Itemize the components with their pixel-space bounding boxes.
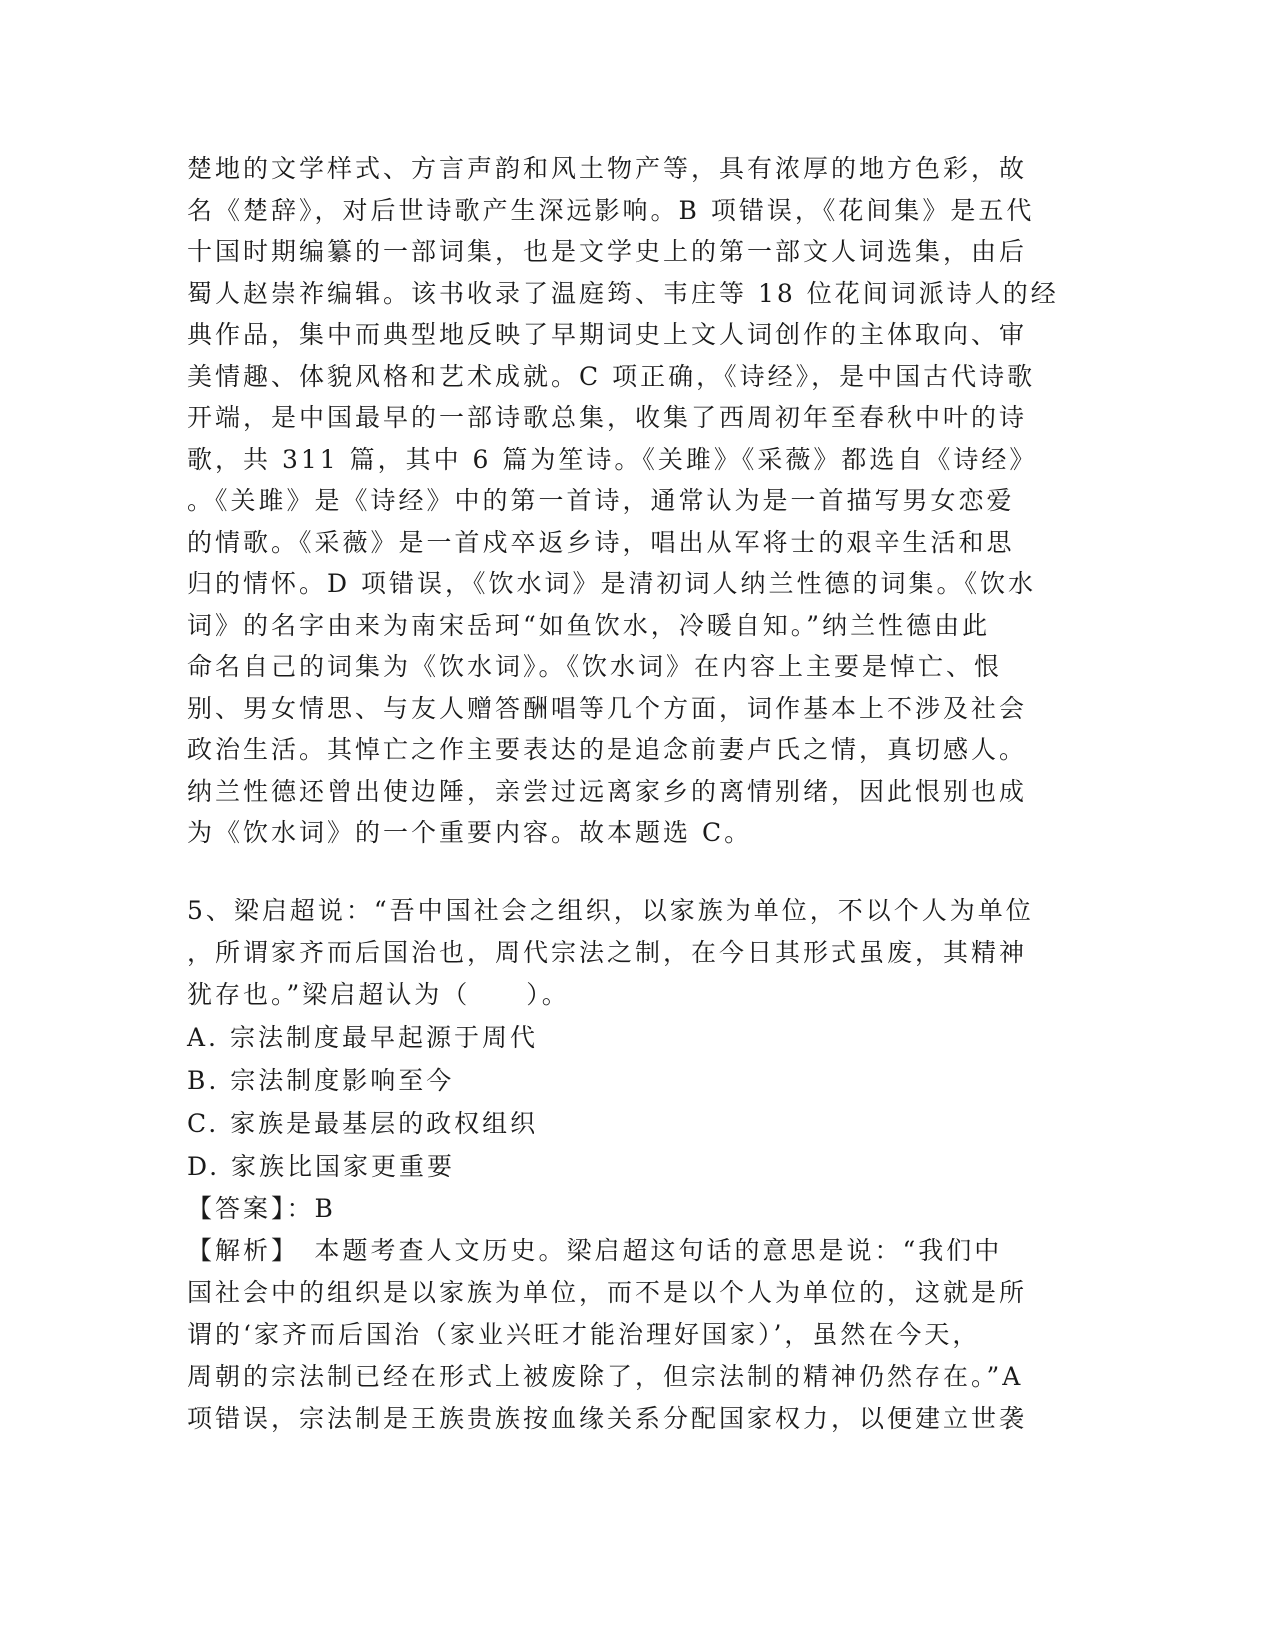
paragraph-line: 典作品，集中而典型地反映了早期词史上文人词创作的主体取向、审 (187, 320, 1028, 349)
paragraph-line: 开端，是中国最早的一部诗歌总集，收集了西周初年至春秋中叶的诗 (187, 403, 1028, 432)
option-d: D. 家族比国家更重要 (187, 1152, 456, 1181)
option-b: B. 宗法制度影响至今 (187, 1066, 455, 1095)
analysis-line: 【解析】 本题考查人文历史。梁启超这句话的意思是说：“我们中 (187, 1236, 1003, 1265)
paragraph-line: 名《楚辞》，对后世诗歌产生深远影响。B 项错误，《花间集》是五代 (187, 195, 1035, 225)
analysis (187, 1230, 1087, 1440)
paragraph-line: 美情趣、体貌风格和艺术成就。C 项正确，《诗经》，是中国古代诗歌 (187, 361, 1036, 391)
answer-line: 【答案】：B (187, 1194, 336, 1223)
previous-question-explanation (187, 148, 1087, 854)
paragraph-line: 别、男女情思、与友人赠答酬唱等几个方面，词作基本上不涉及社会 (187, 693, 1028, 723)
analysis-line: 周朝的宗法制已经在形式上被废除了，但宗法制的精神仍然存在。”A (187, 1362, 1024, 1391)
paragraph-line: 蜀人赵崇祚编辑。该书收录了温庭筠、韦庄等 18 位花间词派诗人的经 (187, 278, 1059, 308)
analysis-line: 谓的‘家齐而后国治（家业兴旺才能治理好国家）’，虽然在今天， (187, 1320, 981, 1349)
paragraph-line: 楚地的文学样式、方言声韵和风土物产等，具有浓厚的地方色彩，故 (187, 154, 1028, 183)
paragraph-line: 政治生活。其悼亡之作主要表达的是追念前妻卢氏之情，真切感人。 (187, 735, 1028, 764)
paragraph-line: 为《饮水词》的一个重要内容。故本题选 C。 (187, 818, 753, 847)
paragraph-line: 十国时期编纂的一部词集，也是文学史上的第一部文人词选集，由后 (187, 237, 1028, 266)
option-c: C. 家族是最基层的政权组织 (187, 1109, 539, 1138)
question-stem (187, 890, 1087, 1016)
question-5 (187, 890, 1087, 1440)
answer-options (187, 1016, 1087, 1188)
paragraph-line: 。《关雎》是《诗经》中的第一首诗，通常认为是一首描写男女恋爱 (187, 486, 1015, 515)
paragraph-line: 纳兰性德还曾出使边陲，亲尝过远离家乡的离情别绪，因此恨别也成 (187, 776, 1028, 806)
analysis-line: 项错误，宗法制是王族贵族按血缘关系分配国家权力，以便建立世袭 (187, 1404, 1028, 1433)
analysis-line: 国社会中的组织是以家族为单位，而不是以个人为单位的，这就是所 (187, 1278, 1028, 1307)
option-a: A. 宗法制度最早起源于周代 (187, 1023, 538, 1052)
question-stem-line: ，所谓家齐而后国治也，周代宗法之制，在今日其形式虽废，其精神 (187, 938, 1028, 967)
question-stem-line: 犹存也。”梁启超认为（ ）。 (187, 980, 570, 1009)
paragraph-line: 歌，共 311 篇，其中 6 篇为笙诗。《关雎》《采薇》都选自《诗经》 (187, 444, 1038, 474)
paragraph-line: 命名自己的词集为《饮水词》。《饮水词》在内容上主要是悼亡、恨 (187, 652, 1003, 681)
paragraph-line: 词》的名字由来为南宋岳珂“如鱼饮水，冷暖自知。”纳兰性德由此 (187, 610, 991, 640)
paragraph-line: 归的情怀。D 项错误，《饮水词》是清初词人纳兰性德的词集。《饮水 (187, 569, 1036, 598)
paragraph-line: 的情歌。《采薇》是一首戍卒返乡诗，唱出从军将士的艰辛生活和思 (187, 527, 1015, 557)
question-stem-line: 5、梁启超说：“吾中国社会之组织，以家族为单位，不以个人为单位 (187, 896, 1034, 925)
